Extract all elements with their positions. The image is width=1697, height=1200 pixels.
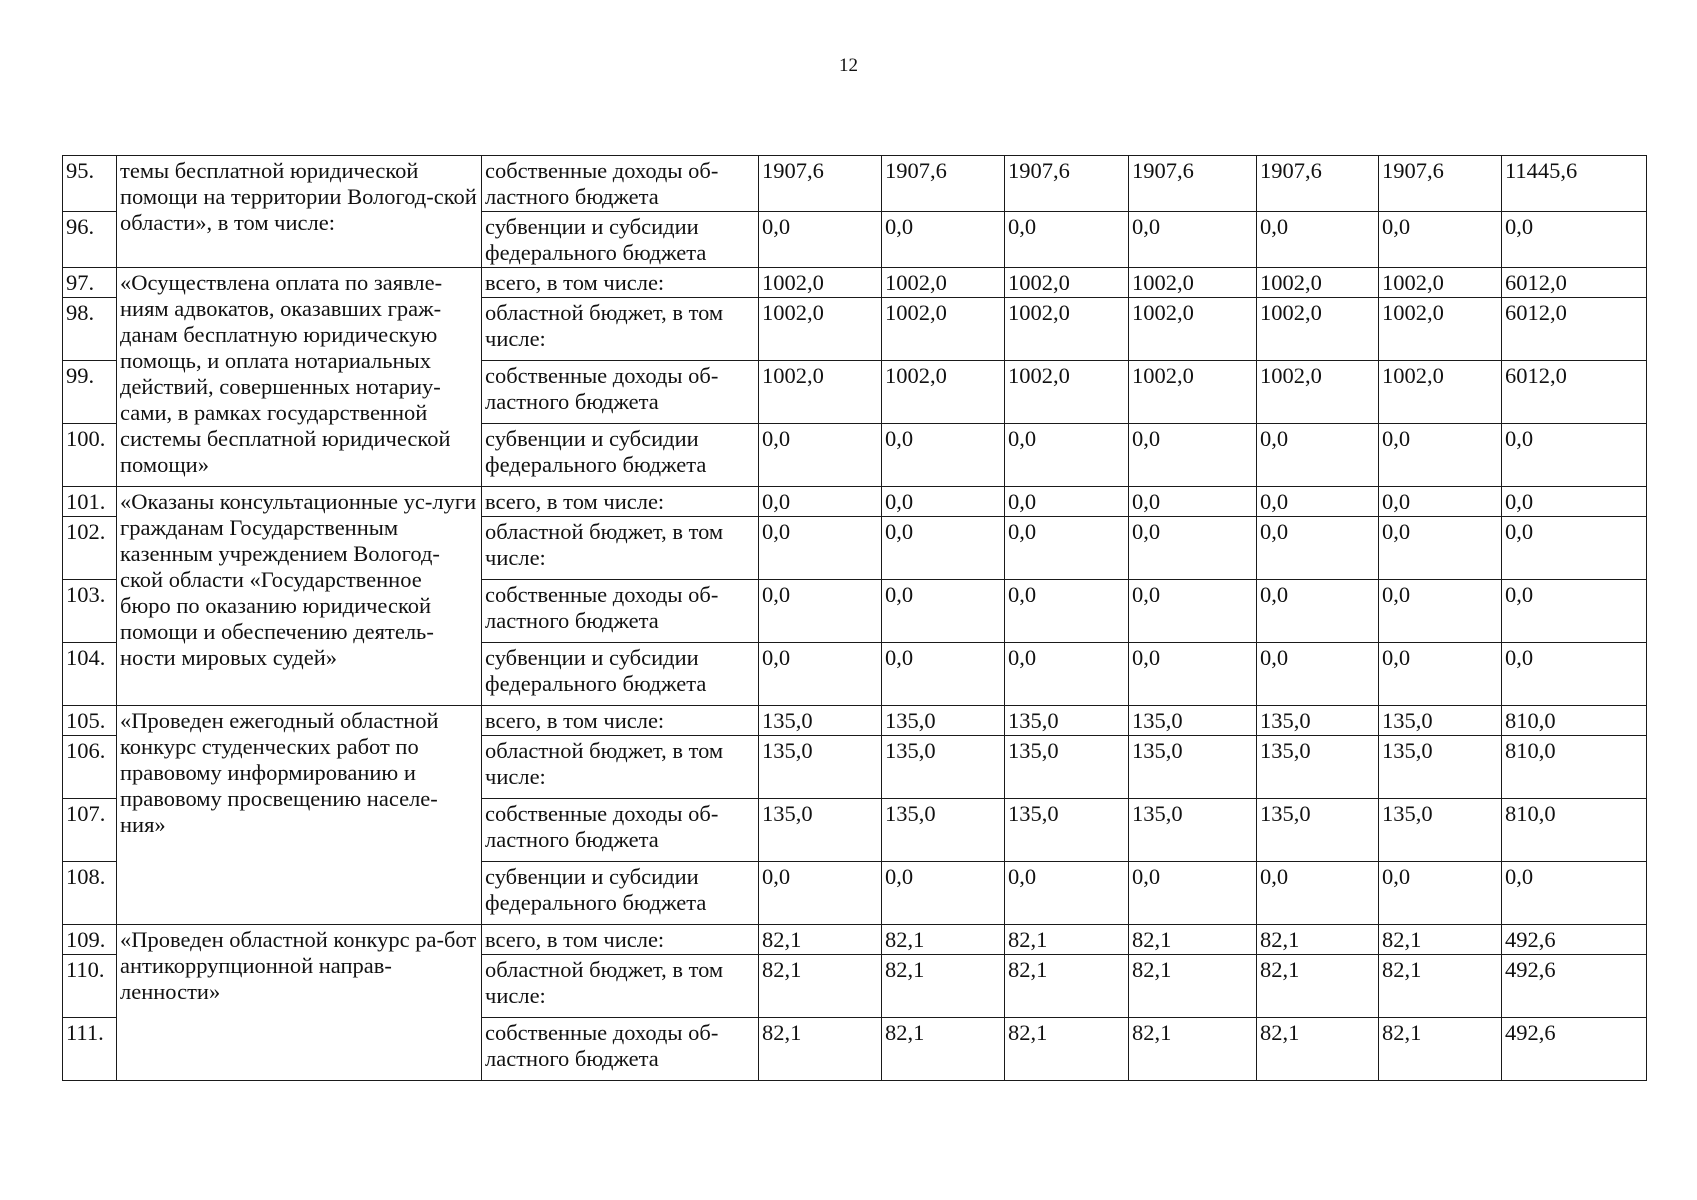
year-value: 0,0: [1005, 487, 1129, 517]
table-body: [63, 156, 1647, 1081]
total-value: 6012,0: [1502, 361, 1647, 424]
page-number: 12: [839, 55, 858, 76]
year-value: 82,1: [1257, 925, 1379, 955]
activity-description: «Оказаны консультационные ус-луги гражданам Государственным казенным учреждением Вологод-ской области «Государственное бюро по оказанию юридической помощи и обеспечению деятель-ности мировых судей»: [117, 487, 482, 706]
year-value: 135,0: [1129, 706, 1257, 736]
activity-description: «Проведен ежегодный областной конкурс студенческих работ по правовому информированию и правовому просвещению населе-ния»: [117, 706, 482, 925]
total-value: 0,0: [1502, 487, 1647, 517]
year-value: 0,0: [759, 580, 882, 643]
funding-source: субвенции и субсидии федерального бюджета: [482, 862, 759, 925]
year-value: 82,1: [1379, 1018, 1502, 1081]
year-value: 1002,0: [1005, 268, 1129, 298]
row-number: 108.: [63, 862, 117, 925]
funding-source: всего, в том числе:: [482, 706, 759, 736]
funding-source: собственные доходы об-ластного бюджета: [482, 361, 759, 424]
year-value: 1002,0: [759, 298, 882, 361]
year-value: 0,0: [1129, 517, 1257, 580]
year-value: 82,1: [1129, 1018, 1257, 1081]
total-value: 810,0: [1502, 706, 1647, 736]
year-value: 0,0: [1129, 643, 1257, 706]
year-value: 82,1: [1005, 955, 1129, 1018]
year-value: 0,0: [1379, 487, 1502, 517]
year-value: 0,0: [882, 643, 1005, 706]
year-value: 0,0: [759, 862, 882, 925]
activity-description: «Проведен областной конкурс ра-бот антикоррупционной направ-ленности»: [117, 925, 482, 1081]
year-value: 0,0: [1005, 212, 1129, 268]
year-value: 1002,0: [1005, 361, 1129, 424]
year-value: 82,1: [759, 925, 882, 955]
year-value: 0,0: [759, 487, 882, 517]
year-value: 0,0: [882, 862, 1005, 925]
year-value: 82,1: [759, 1018, 882, 1081]
funding-source: областной бюджет, в том числе:: [482, 736, 759, 799]
year-value: 135,0: [1005, 706, 1129, 736]
table-row: [63, 268, 1647, 298]
year-value: 135,0: [759, 799, 882, 862]
year-value: 1002,0: [1257, 268, 1379, 298]
year-value: 0,0: [1005, 862, 1129, 925]
year-value: 1907,6: [1257, 156, 1379, 212]
year-value: 0,0: [759, 517, 882, 580]
year-value: 0,0: [1257, 580, 1379, 643]
year-value: 82,1: [759, 955, 882, 1018]
year-value: 0,0: [1005, 580, 1129, 643]
year-value: 0,0: [1129, 487, 1257, 517]
year-value: 82,1: [1129, 955, 1257, 1018]
year-value: 82,1: [882, 925, 1005, 955]
year-value: 0,0: [759, 643, 882, 706]
year-value: 1002,0: [1379, 268, 1502, 298]
funding-source: субвенции и субсидии федерального бюджета: [482, 643, 759, 706]
year-value: 1002,0: [1129, 361, 1257, 424]
year-value: 82,1: [1257, 1018, 1379, 1081]
year-value: 1002,0: [1379, 298, 1502, 361]
year-value: 135,0: [1257, 736, 1379, 799]
total-value: 6012,0: [1502, 268, 1647, 298]
funding-source: областной бюджет, в том числе:: [482, 517, 759, 580]
row-number: 103.: [63, 580, 117, 643]
row-number: 105.: [63, 706, 117, 736]
year-value: 0,0: [1129, 212, 1257, 268]
year-value: 1907,6: [1129, 156, 1257, 212]
row-number: 109.: [63, 925, 117, 955]
year-value: 1002,0: [1129, 268, 1257, 298]
year-value: 1002,0: [1257, 298, 1379, 361]
year-value: 0,0: [1129, 580, 1257, 643]
year-value: 82,1: [1379, 955, 1502, 1018]
year-value: 1002,0: [1379, 361, 1502, 424]
year-value: 1907,6: [882, 156, 1005, 212]
activity-description: «Осуществлена оплата по заявле-ниям адвокатов, оказавших граж-данам бесплатную юридическую помощь, и оплата нотариальных действий, совершенных нотариу-сами, в рамках государственной системы бесплатной юридической помощи»: [117, 268, 482, 487]
year-value: 0,0: [1379, 517, 1502, 580]
total-value: 810,0: [1502, 799, 1647, 862]
total-value: 6012,0: [1502, 298, 1647, 361]
year-value: 0,0: [1379, 424, 1502, 487]
year-value: 135,0: [1379, 736, 1502, 799]
year-value: 135,0: [1129, 736, 1257, 799]
row-number: 98.: [63, 298, 117, 361]
funding-source: собственные доходы об-ластного бюджета: [482, 799, 759, 862]
row-number: 100.: [63, 424, 117, 487]
funding-source: областной бюджет, в том числе:: [482, 955, 759, 1018]
year-value: 82,1: [882, 955, 1005, 1018]
funding-source: областной бюджет, в том числе:: [482, 298, 759, 361]
year-value: 135,0: [759, 706, 882, 736]
year-value: 0,0: [1005, 643, 1129, 706]
year-value: 135,0: [882, 706, 1005, 736]
funding-source: субвенции и субсидии федерального бюджета: [482, 424, 759, 487]
total-value: 0,0: [1502, 862, 1647, 925]
budget-table: [62, 155, 1647, 1081]
total-value: 11445,6: [1502, 156, 1647, 212]
row-number: 95.: [63, 156, 117, 212]
funding-source: всего, в том числе:: [482, 487, 759, 517]
year-value: 135,0: [1005, 799, 1129, 862]
row-number: 107.: [63, 799, 117, 862]
year-value: 82,1: [1129, 925, 1257, 955]
year-value: 0,0: [1257, 424, 1379, 487]
row-number: 102.: [63, 517, 117, 580]
total-value: 810,0: [1502, 736, 1647, 799]
year-value: 0,0: [1257, 643, 1379, 706]
table-row: [63, 925, 1647, 955]
funding-source: собственные доходы об-ластного бюджета: [482, 1018, 759, 1081]
row-number: 99.: [63, 361, 117, 424]
funding-source: собственные доходы об-ластного бюджета: [482, 156, 759, 212]
year-value: 0,0: [759, 424, 882, 487]
year-value: 0,0: [1129, 424, 1257, 487]
funding-source: всего, в том числе:: [482, 925, 759, 955]
year-value: 135,0: [882, 799, 1005, 862]
funding-source: всего, в том числе:: [482, 268, 759, 298]
year-value: 0,0: [882, 517, 1005, 580]
row-number: 110.: [63, 955, 117, 1018]
year-value: 0,0: [1379, 212, 1502, 268]
year-value: 1002,0: [1257, 361, 1379, 424]
year-value: 0,0: [759, 212, 882, 268]
year-value: 1002,0: [1129, 298, 1257, 361]
table-row: [63, 156, 1647, 212]
row-number: 111.: [63, 1018, 117, 1081]
row-number: 101.: [63, 487, 117, 517]
year-value: 1002,0: [759, 361, 882, 424]
year-value: 0,0: [882, 424, 1005, 487]
total-value: 492,6: [1502, 955, 1647, 1018]
year-value: 0,0: [1005, 424, 1129, 487]
year-value: 1002,0: [1005, 298, 1129, 361]
total-value: 0,0: [1502, 424, 1647, 487]
year-value: 135,0: [1129, 799, 1257, 862]
year-value: 1002,0: [882, 298, 1005, 361]
year-value: 0,0: [1379, 862, 1502, 925]
year-value: 0,0: [882, 487, 1005, 517]
total-value: 0,0: [1502, 212, 1647, 268]
funding-source: субвенции и субсидии федерального бюджета: [482, 212, 759, 268]
year-value: 135,0: [1257, 706, 1379, 736]
year-value: 1002,0: [882, 361, 1005, 424]
year-value: 1907,6: [1005, 156, 1129, 212]
year-value: 135,0: [1379, 799, 1502, 862]
year-value: 135,0: [882, 736, 1005, 799]
year-value: 0,0: [1257, 212, 1379, 268]
row-number: 106.: [63, 736, 117, 799]
year-value: 135,0: [1257, 799, 1379, 862]
table-row: [63, 706, 1647, 736]
year-value: 0,0: [1005, 517, 1129, 580]
year-value: 0,0: [882, 580, 1005, 643]
year-value: 82,1: [1379, 925, 1502, 955]
year-value: 82,1: [1005, 1018, 1129, 1081]
year-value: 0,0: [1379, 580, 1502, 643]
total-value: 0,0: [1502, 580, 1647, 643]
year-value: 0,0: [1257, 487, 1379, 517]
row-number: 96.: [63, 212, 117, 268]
year-value: 135,0: [1379, 706, 1502, 736]
funding-source: собственные доходы об-ластного бюджета: [482, 580, 759, 643]
total-value: 0,0: [1502, 517, 1647, 580]
year-value: 0,0: [882, 212, 1005, 268]
year-value: 82,1: [1005, 925, 1129, 955]
row-number: 104.: [63, 643, 117, 706]
year-value: 1002,0: [759, 268, 882, 298]
year-value: 1002,0: [882, 268, 1005, 298]
table-row: [63, 487, 1647, 517]
year-value: 1907,6: [1379, 156, 1502, 212]
year-value: 0,0: [1379, 643, 1502, 706]
year-value: 1907,6: [759, 156, 882, 212]
year-value: 0,0: [1129, 862, 1257, 925]
total-value: 492,6: [1502, 925, 1647, 955]
year-value: 82,1: [1257, 955, 1379, 1018]
year-value: 0,0: [1257, 862, 1379, 925]
total-value: 0,0: [1502, 643, 1647, 706]
year-value: 0,0: [1257, 517, 1379, 580]
row-number: 97.: [63, 268, 117, 298]
year-value: 135,0: [1005, 736, 1129, 799]
activity-description: темы бесплатной юридической помощи на территории Вологод-ской области», в том числе:: [117, 156, 482, 268]
year-value: 135,0: [759, 736, 882, 799]
total-value: 492,6: [1502, 1018, 1647, 1081]
year-value: 82,1: [882, 1018, 1005, 1081]
